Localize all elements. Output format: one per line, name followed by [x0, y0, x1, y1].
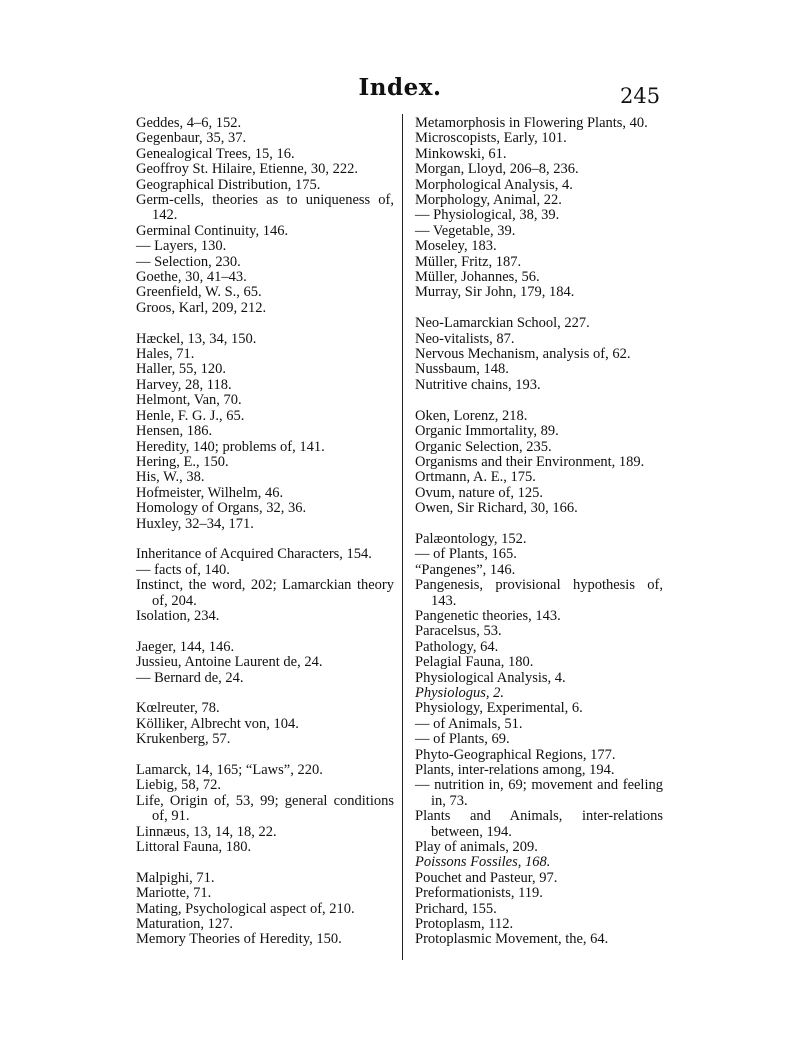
index-entry: Ovum, nature of, 125.	[415, 484, 544, 501]
index-entry: Müller, Fritz, 187.	[415, 253, 522, 270]
index-letter-group	[136, 871, 394, 948]
index-entry: Metamorphosis in Flowering Plants, 40.	[415, 115, 648, 131]
index-entry: “Pangenes”, 146.	[415, 561, 516, 578]
index-entry: Linnæus, 13, 14, 18, 22.	[136, 823, 277, 840]
index-entry: Palæontology, 152.	[415, 530, 527, 547]
index-entry: Poissons Fossiles, 168.	[415, 854, 551, 871]
index-entry: Kœlreuter, 78.	[136, 700, 220, 717]
index-entry: Prichard, 155.	[415, 900, 497, 917]
index-entry: Genealogical Trees, 15, 16.	[136, 145, 295, 162]
index-entry: Oken, Lorenz, 218.	[415, 407, 528, 424]
index-letter-group	[415, 316, 663, 393]
index-entry: Owen, Sir Richard, 30, 166.	[415, 500, 578, 517]
index-entry: — Physiological, 38, 39.	[415, 207, 560, 224]
index-entry: Lamarck, 14, 165; “Laws”, 220.	[136, 761, 323, 778]
index-letter-group	[136, 332, 394, 532]
index-entry: — of Plants, 165.	[415, 546, 517, 563]
index-entry: Hering, E., 150.	[136, 453, 229, 470]
index-letter-group	[136, 763, 394, 855]
index-entry: Hensen, 186.	[136, 423, 213, 440]
index-entry: Homology of Organs, 32, 36.	[136, 500, 307, 517]
index-entry: Germinal Continuity, 146.	[136, 222, 289, 239]
index-entry: Morphology, Animal, 22.	[415, 192, 562, 209]
index-entry: Mating, Psychological aspect of, 210.	[136, 900, 355, 917]
index-entry: Organic Selection, 235.	[415, 438, 552, 455]
index-entry: — Bernard de, 24.	[136, 669, 244, 686]
index-letter-group	[136, 640, 394, 686]
index-column-right	[415, 116, 663, 963]
index-entry: Hofmeister, Wilhelm, 46.	[136, 484, 284, 501]
column-divider	[402, 114, 403, 960]
index-entry: Germ-cells, theories as to uniqueness of, 142.	[136, 192, 394, 224]
index-entry: Heredity, 140; problems of, 141.	[136, 438, 325, 455]
index-column-left	[136, 116, 394, 963]
index-entry: Jaeger, 144, 146.	[136, 638, 235, 655]
index-entry: Mariotte, 71.	[136, 885, 212, 902]
index-entry: Gegenbaur, 35, 37.	[136, 130, 247, 147]
index-entry: Goethe, 30, 41–43.	[136, 269, 247, 286]
index-letter-group	[136, 547, 394, 624]
index-letter-group	[136, 116, 394, 316]
index-entry: — of Plants, 69.	[415, 731, 510, 748]
index-entry: Morphological Analysis, 4.	[415, 176, 573, 193]
index-entry: Hæckel, 13, 34, 150.	[136, 330, 257, 347]
index-entry: Protoplasm, 112.	[415, 916, 514, 933]
index-entry: Nutritive chains, 193.	[415, 376, 541, 393]
index-entry: Helmont, Van, 70.	[136, 392, 242, 409]
index-letter-group	[415, 532, 663, 948]
index-entry: Phyto-Geographical Regions, 177.	[415, 746, 616, 763]
index-entry: — Vegetable, 39.	[415, 222, 516, 239]
index-entry: Pathology, 64.	[415, 638, 499, 655]
index-entry: Plants and Animals, inter-relations between, 194.	[415, 808, 663, 840]
index-entry: Life, Origin of, 53, 99; general conditions of, 91.	[136, 792, 394, 825]
index-entry: Littoral Fauna, 180.	[136, 839, 252, 856]
index-entry: Organisms and their Environment, 189.	[415, 453, 645, 470]
index-letter-group	[415, 116, 663, 301]
index-entry: Harvey, 28, 118.	[136, 376, 232, 393]
index-entry: — Selection, 230.	[136, 253, 241, 270]
index-entry: Pelagial Fauna, 180.	[415, 654, 534, 671]
index-entry: Physiological Analysis, 4.	[415, 669, 566, 686]
index-entry: Jussieu, Antoine Laurent de, 24.	[136, 654, 323, 671]
index-entry: Play of animals, 209.	[415, 839, 538, 856]
index-entry: — Layers, 130.	[136, 238, 227, 255]
index-entry: Henle, F. G. J., 65.	[136, 407, 245, 424]
page-number: 245	[620, 84, 661, 108]
index-entry: Geographical Distribution, 175.	[136, 176, 321, 193]
index-entry: Moseley, 183.	[415, 238, 497, 255]
index-entry: His, W., 38.	[136, 469, 205, 486]
index-entry: Microscopists, Early, 101.	[415, 130, 567, 147]
index-entry: Plants, inter-relations among, 194.	[415, 762, 615, 779]
index-entry: Protoplasmic Movement, the, 64.	[415, 931, 609, 948]
index-entry: — facts of, 140.	[136, 561, 230, 578]
index-entry: Paracelsus, 53.	[415, 623, 502, 640]
index-entry: Kölliker, Albrecht von, 104.	[136, 715, 299, 732]
index-entry: Liebig, 58, 72.	[136, 777, 221, 794]
index-entry: Organic Immortality, 89.	[415, 423, 559, 440]
index-entry: — of Animals, 51.	[415, 715, 523, 732]
index-entry: Geoffroy St. Hilaire, Etienne, 30, 222.	[136, 161, 359, 178]
index-entry: Maturation, 127.	[136, 916, 234, 933]
index-entry: Greenfield, W. S., 65.	[136, 284, 262, 301]
index-entry: Minkowski, 61.	[415, 145, 507, 162]
index-entry: Geddes, 4–6, 152.	[136, 115, 242, 131]
page-title: Index.	[358, 74, 442, 101]
index-entry: Neo-Lamarckian School, 227.	[415, 315, 590, 332]
index-entry: Nervous Mechanism, analysis of, 62.	[415, 346, 631, 363]
index-letter-group	[415, 409, 663, 517]
index-entry: Hales, 71.	[136, 346, 195, 363]
index-entry: Malpighi, 71.	[136, 869, 215, 886]
index-entry: Pangenesis, provisional hypothesis of, 143.	[415, 577, 663, 609]
index-entry: Huxley, 32–34, 171.	[136, 515, 254, 532]
index-letter-group	[136, 701, 394, 747]
index-entry: Isolation, 234.	[136, 607, 220, 624]
index-entry: Pangenetic theories, 143.	[415, 607, 561, 624]
index-entry: Krukenberg, 57.	[136, 731, 231, 748]
index-entry: Memory Theories of Heredity, 150.	[136, 931, 342, 948]
index-entry: Pouchet and Pasteur, 97.	[415, 869, 558, 886]
index-entry: Inheritance of Acquired Characters, 154.	[136, 546, 372, 563]
index-entry: Haller, 55, 120.	[136, 361, 227, 378]
index-entry: Preformationists, 119.	[415, 885, 543, 902]
index-entry: Instinct, the word, 202; Lamarckian theory of, 204.	[136, 577, 394, 609]
index-entry: Neo-vitalists, 87.	[415, 330, 515, 347]
index-entry: Murray, Sir John, 179, 184.	[415, 284, 575, 301]
index-entry: — nutrition in, 69; movement and feeling in, 73.	[415, 777, 663, 809]
index-entry: Ortmann, A. E., 175.	[415, 469, 536, 486]
index-entry: Nussbaum, 148.	[415, 361, 509, 378]
index-entry: Physiologus, 2.	[415, 684, 505, 701]
index-entry: Groos, Karl, 209, 212.	[136, 299, 267, 316]
index-entry: Physiology, Experimental, 6.	[415, 700, 583, 717]
index-entry: Müller, Johannes, 56.	[415, 269, 540, 286]
index-entry: Morgan, Lloyd, 206–8, 236.	[415, 161, 579, 178]
